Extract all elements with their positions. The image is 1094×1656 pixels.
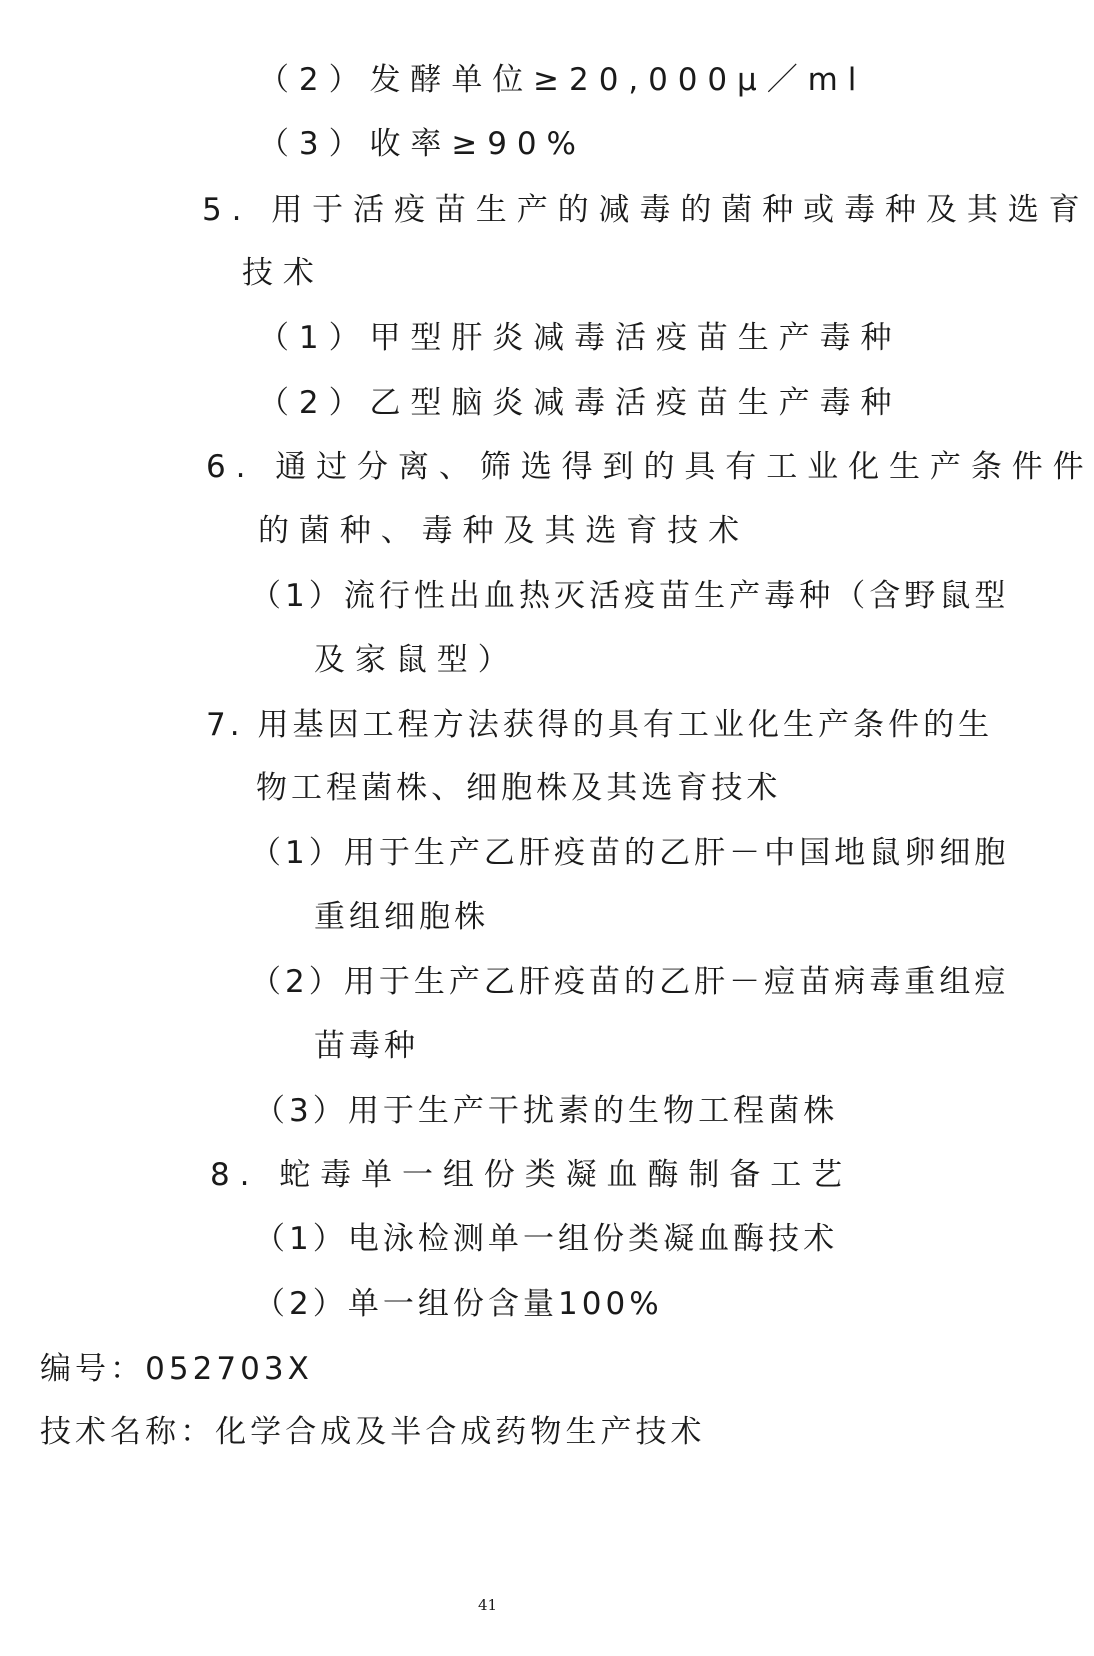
section-6-heading-cont: 的菌种、毒种及其选育技术 xyxy=(258,513,750,549)
section-7-item-2: （2）用于生产乙肝疫苗的乙肝－痘苗病毒重组痘 xyxy=(250,964,1010,1000)
section-6-heading: 6. 通过分离、筛选得到的具有工业化生产条件件 xyxy=(206,449,1094,485)
section-7-item-1: （1）用于生产乙肝疫苗的乙肝－中国地鼠卵细胞 xyxy=(250,835,1010,871)
item-2-fermentation-unit: （2）发酵单位≥20,000μ／ml xyxy=(258,62,867,98)
section-8-item-1: （1）电泳检测单一组份类凝血酶技术 xyxy=(254,1221,839,1257)
technology-name: 技术名称：化学合成及半合成药物生产技术 xyxy=(40,1414,706,1450)
serial-number: 编号：052703X xyxy=(40,1351,313,1387)
section-6-item-1-cont: 及家鼠型） xyxy=(314,642,519,678)
section-7-item-2-cont: 苗毒种 xyxy=(314,1028,420,1064)
section-5-heading-cont: 技术 xyxy=(242,255,324,291)
section-7-heading: 7. 用基因工程方法获得的具有工业化生产条件的生 xyxy=(206,707,994,743)
section-5-item-1: （1）甲型肝炎减毒活疫苗生产毒种 xyxy=(258,320,902,356)
section-5-item-2: （2）乙型脑炎减毒活疫苗生产毒种 xyxy=(258,385,902,421)
section-8-item-2: （2）单一组份含量100% xyxy=(254,1286,663,1322)
section-6-item-1: （1）流行性出血热灭活疫苗生产毒种（含野鼠型 xyxy=(250,578,1010,614)
section-7-item-3: （3）用于生产干扰素的生物工程菌株 xyxy=(254,1093,839,1129)
section-8-heading: 8. 蛇毒单一组份类凝血酶制备工艺 xyxy=(210,1157,853,1193)
section-7-heading-cont: 物工程菌株、细胞株及其选育技术 xyxy=(256,770,782,806)
section-5-heading: 5. 用于活疫苗生产的减毒的菌种或毒种及其选育 xyxy=(202,192,1090,228)
section-7-item-1-cont: 重组细胞株 xyxy=(314,899,490,935)
item-3-yield: （3）收率≥90% xyxy=(258,126,586,162)
page-number: 41 xyxy=(477,1596,498,1614)
